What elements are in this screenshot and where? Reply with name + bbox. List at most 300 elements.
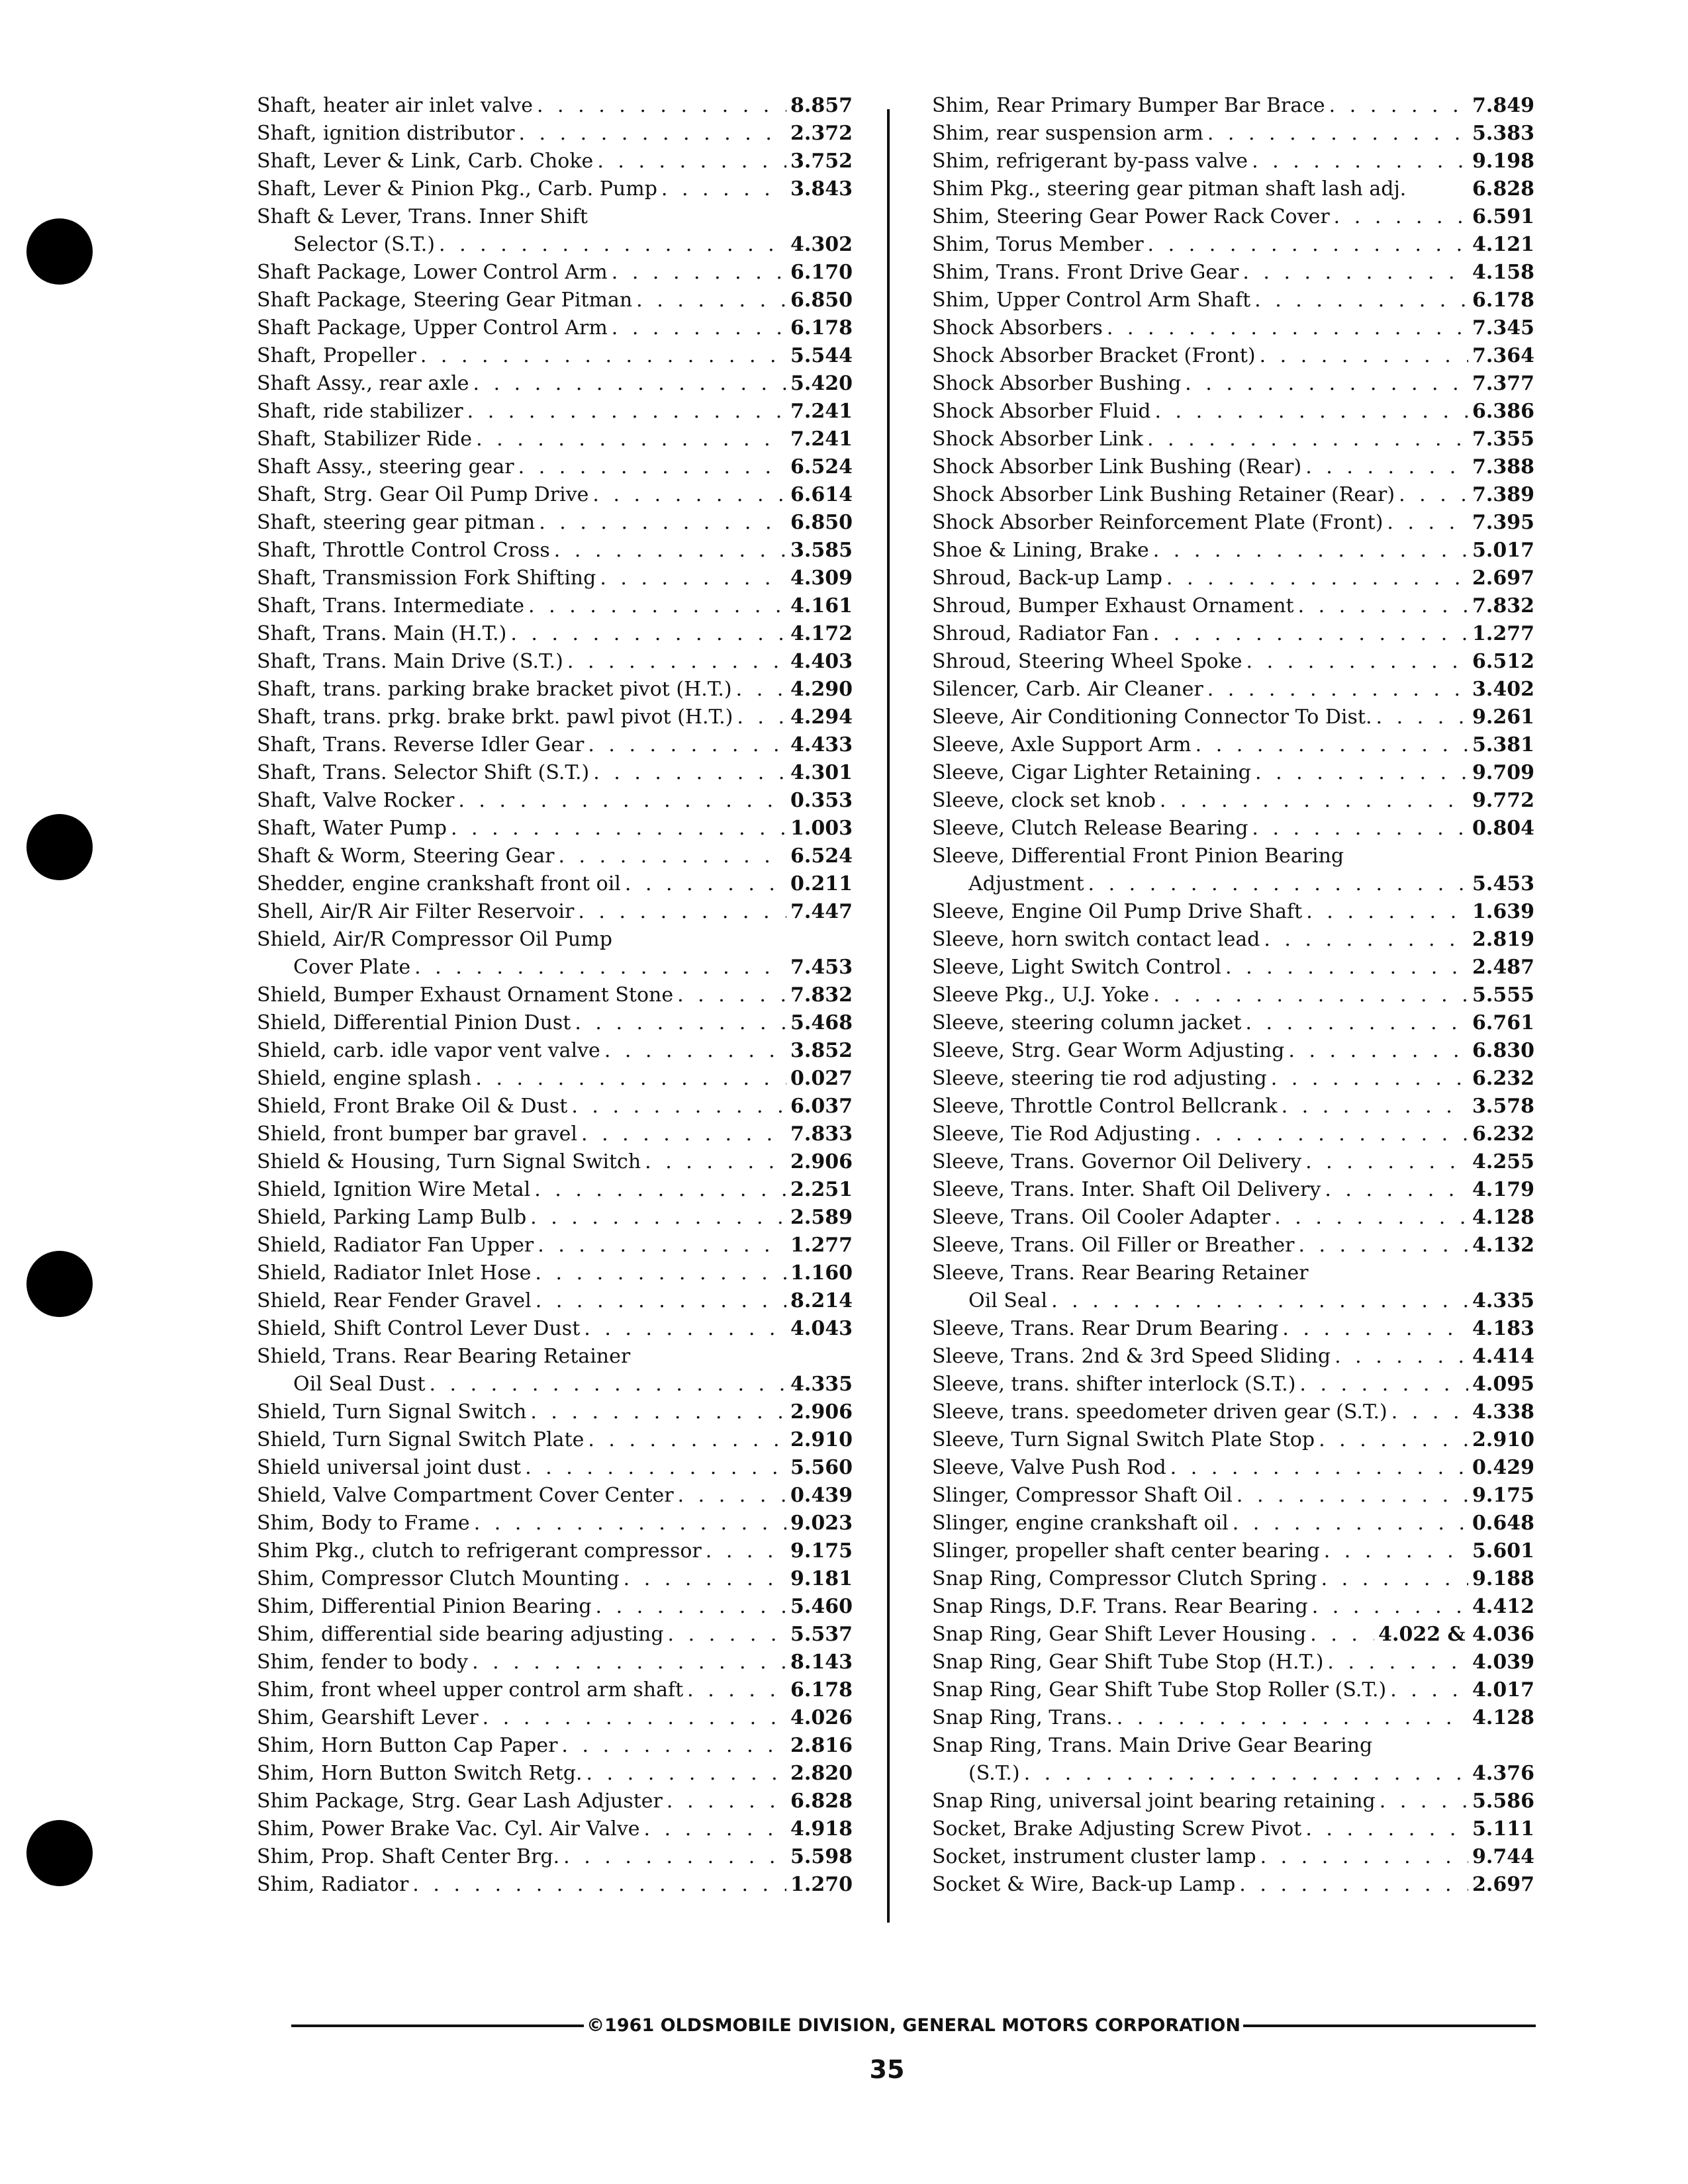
index-entry	[932, 482, 1534, 508]
entry-page-ref: 0.648	[1472, 1512, 1534, 1535]
entry-page-ref: 4.022 & 4.036	[1378, 1623, 1534, 1646]
dot-leader	[518, 454, 786, 480]
entry-label: Shaft, heater air inlet valve	[257, 94, 533, 117]
entry-label: Snap Ring, Compressor Clutch Spring	[932, 1567, 1317, 1590]
index-entry	[932, 788, 1534, 814]
index-entry	[257, 788, 853, 814]
entry-page-ref: 9.744	[1472, 1845, 1534, 1868]
entry-page-ref: 4.918	[790, 1817, 853, 1841]
entry-label: Shroud, Bumper Exhaust Ornament	[932, 594, 1294, 617]
dot-leader	[535, 1260, 786, 1287]
index-entry	[257, 1482, 853, 1509]
index-entry	[257, 954, 853, 981]
dot-leader	[1160, 788, 1468, 814]
entry-label: Shroud, Steering Wheel Spoke	[932, 650, 1243, 673]
index-entry	[257, 1844, 853, 1870]
entry-label: Shaft, Strg. Gear Oil Pump Drive	[257, 483, 589, 506]
entry-label: Shim, differential side bearing adjusting	[257, 1623, 664, 1646]
index-entry	[257, 982, 853, 1009]
index-entry	[932, 1149, 1534, 1175]
dot-leader	[667, 1788, 786, 1815]
dot-leader	[1319, 1427, 1468, 1453]
index-entry	[257, 1510, 853, 1537]
entry-label: Sleeve, Trans. Rear Drum Bearing	[932, 1317, 1279, 1340]
dot-leader	[596, 1594, 787, 1620]
dot-leader	[593, 760, 786, 786]
index-entry	[932, 1121, 1534, 1148]
index-entry	[257, 454, 853, 480]
dot-leader	[645, 1149, 786, 1175]
index-entry	[257, 732, 853, 758]
entry-label: Shock Absorber Bushing	[932, 372, 1182, 395]
dot-leader	[439, 232, 786, 258]
entry-label: Shaft, Valve Rocker	[257, 789, 455, 812]
dot-leader	[1237, 1482, 1468, 1509]
entry-page-ref: 5.460	[790, 1595, 853, 1618]
entry-page-ref: 2.372	[790, 122, 853, 145]
index-entry	[257, 1816, 853, 1843]
entry-page-ref: 9.188	[1472, 1567, 1534, 1590]
entry-page-ref: 9.709	[1472, 761, 1534, 784]
entry-label: Shield, Differential Pinion Dust	[257, 1011, 571, 1034]
entry-label: Sleeve, Throttle Control Bellcrank	[932, 1095, 1278, 1118]
index-entry	[932, 1594, 1534, 1620]
entry-page-ref: 6.037	[790, 1095, 853, 1118]
dot-leader	[678, 1482, 786, 1509]
index-entry	[932, 204, 1534, 230]
entry-label: Shim Package, Strg. Gear Lash Adjuster	[257, 1790, 663, 1813]
entry-page-ref: 6.850	[790, 289, 853, 312]
index-entry	[257, 148, 853, 175]
entry-page-ref: 4.335	[1472, 1289, 1534, 1312]
dot-leader	[612, 315, 786, 341]
index-entry	[257, 204, 853, 230]
index-entry	[932, 927, 1534, 953]
dot-leader	[1243, 259, 1468, 286]
dot-leader	[1324, 1538, 1468, 1565]
binder-hole	[26, 1251, 93, 1317]
dot-leader	[1325, 1177, 1468, 1203]
index-entry	[257, 1538, 853, 1565]
index-entry	[932, 704, 1534, 731]
dot-leader	[586, 1760, 786, 1787]
dot-leader	[575, 1010, 786, 1036]
entry-label: Shaft, Trans. Main Drive (S.T.)	[257, 650, 563, 673]
dot-leader	[677, 982, 786, 1009]
entry-label: Shim, Steering Gear Power Rack Cover	[932, 205, 1330, 228]
dot-leader	[1252, 148, 1468, 175]
entry-label: Shim, Power Brake Vac. Cyl. Air Valve	[257, 1817, 640, 1841]
dot-leader	[1088, 871, 1469, 897]
dot-leader	[476, 426, 786, 453]
entry-label: Slinger, engine crankshaft oil	[932, 1512, 1229, 1535]
dot-leader	[528, 593, 786, 619]
entry-label: Shaft, Water Pump	[257, 817, 447, 840]
entry-page-ref: 4.128	[1472, 1206, 1534, 1229]
entry-label: Sleeve, Trans. Oil Filler or Breather	[932, 1234, 1295, 1257]
index-entry	[257, 1010, 853, 1036]
dot-leader	[1299, 1371, 1468, 1398]
entry-label: Sleeve, clock set knob	[932, 789, 1156, 812]
dot-leader	[1327, 1649, 1468, 1676]
entry-label: Sleeve, Trans. Rear Bearing Retainer	[932, 1261, 1309, 1285]
entry-label: Shield, Valve Compartment Cover Center	[257, 1484, 674, 1507]
dot-leader	[420, 343, 786, 369]
entry-page-ref: 6.828	[1472, 177, 1534, 201]
dot-leader	[1288, 1038, 1468, 1064]
entry-label: Adjustment	[968, 872, 1084, 895]
entry-label: Sleeve, Turn Signal Switch Plate Stop	[932, 1428, 1315, 1451]
index-entry	[932, 371, 1534, 397]
dot-leader	[1252, 815, 1468, 842]
dot-leader	[538, 1232, 786, 1259]
dot-leader	[612, 259, 786, 286]
entry-page-ref: 4.414	[1472, 1345, 1534, 1368]
entry-label: Snap Ring, universal joint bearing retaining	[932, 1790, 1376, 1813]
dot-leader	[1239, 1872, 1468, 1898]
entry-page-ref: 6.232	[1472, 1122, 1534, 1146]
dot-leader	[473, 371, 787, 397]
dot-leader	[571, 1093, 786, 1120]
index-entry	[257, 1566, 853, 1592]
dot-leader	[536, 1288, 786, 1314]
entry-label: Silencer, Carb. Air Cleaner	[932, 678, 1203, 701]
dot-leader	[1154, 398, 1468, 425]
index-entry	[932, 343, 1534, 369]
entry-page-ref: 9.181	[790, 1567, 853, 1590]
entry-page-ref: 4.158	[1472, 261, 1534, 284]
entry-page-ref: 7.364	[1472, 344, 1534, 367]
index-entry	[257, 1788, 853, 1815]
dot-leader	[1153, 537, 1468, 564]
index-entry	[932, 1538, 1534, 1565]
entry-page-ref: 9.023	[790, 1512, 853, 1535]
entry-page-ref: 7.355	[1472, 428, 1534, 451]
binder-hole	[26, 814, 93, 880]
entry-label: Shroud, Radiator Fan	[932, 622, 1149, 645]
entry-label: Shaft, trans. parking brake bracket pivot (H.T.)	[257, 678, 732, 701]
dot-leader	[661, 176, 786, 203]
index-entry	[932, 510, 1534, 536]
entry-page-ref: 6.232	[1472, 1067, 1534, 1090]
index-entry	[932, 565, 1534, 592]
entry-page-ref: 2.906	[790, 1150, 853, 1173]
entry-label: Shaft Assy., rear axle	[257, 372, 469, 395]
entry-label: Shoe & Lining, Brake	[932, 539, 1149, 562]
entry-page-ref: 4.294	[790, 705, 853, 729]
index-entry	[257, 676, 853, 703]
index-entry	[257, 510, 853, 536]
entry-page-ref: 2.589	[790, 1206, 853, 1229]
index-entry	[932, 1482, 1534, 1509]
index-entry	[932, 426, 1534, 453]
dot-leader	[597, 148, 786, 175]
entry-page-ref: 6.386	[1472, 400, 1534, 423]
index-entry	[932, 899, 1534, 925]
index-entry	[932, 454, 1534, 480]
dot-leader	[467, 398, 786, 425]
index-entry	[932, 1872, 1534, 1898]
entry-label: Sleeve, Trans. 2nd & 3rd Speed Sliding	[932, 1345, 1331, 1368]
index-entry	[257, 426, 853, 453]
entry-page-ref: 5.383	[1472, 122, 1534, 145]
index-entry	[932, 1288, 1534, 1314]
entry-label: Shield, Bumper Exhaust Ornament Stone	[257, 983, 674, 1007]
entry-label: Socket & Wire, Back-up Lamp	[932, 1873, 1236, 1896]
index-entry	[257, 1177, 853, 1203]
dot-leader	[644, 1816, 787, 1843]
index-entry	[932, 1010, 1534, 1036]
index-column-left	[257, 93, 853, 1899]
dot-leader	[1312, 1594, 1468, 1620]
entry-page-ref: 3.585	[790, 539, 853, 562]
dot-leader	[530, 1399, 786, 1426]
entry-page-ref: 3.752	[790, 150, 853, 173]
entry-label: Shim, Differential Pinion Bearing	[257, 1595, 592, 1618]
index-entry	[932, 593, 1534, 619]
index-entry	[257, 176, 853, 203]
entry-page-ref: 0.804	[1472, 817, 1534, 840]
entry-page-ref: 4.376	[1472, 1762, 1534, 1785]
entry-page-ref: 4.335	[790, 1373, 853, 1396]
entry-label: Shaft Package, Upper Control Arm	[257, 316, 608, 340]
entry-label: Sleeve, Valve Push Rod	[932, 1456, 1166, 1479]
entry-page-ref: 2.819	[1472, 928, 1534, 951]
dot-leader	[1024, 1760, 1468, 1787]
dot-leader	[1153, 621, 1468, 647]
dot-leader	[1387, 510, 1468, 536]
entry-page-ref: 3.402	[1472, 678, 1534, 701]
entry-label: Shield, Rear Fender Gravel	[257, 1289, 532, 1312]
entry-label: Shield, carb. idle vapor vent valve	[257, 1039, 600, 1062]
index-entry	[932, 1510, 1534, 1537]
entry-page-ref: 5.017	[1472, 539, 1534, 562]
entry-label: Shaft, Trans. Reverse Idler Gear	[257, 733, 585, 756]
dot-leader	[625, 871, 786, 897]
index-entry	[932, 1427, 1534, 1453]
entry-label: Shaft, trans. prkg. brake brkt. pawl pivot (H.T.)	[257, 705, 733, 729]
entry-label: Shim, fender to body	[257, 1651, 469, 1674]
dot-leader	[1225, 954, 1468, 981]
dot-leader	[1298, 1232, 1468, 1259]
dot-leader	[1329, 93, 1468, 119]
dot-leader	[1260, 1844, 1468, 1870]
entry-page-ref: 2.487	[1472, 956, 1534, 979]
entry-page-ref: 9.198	[1472, 150, 1534, 173]
entry-label: Shock Absorber Fluid	[932, 400, 1151, 423]
footer-rule-left	[291, 2025, 584, 2027]
index-entry	[257, 1733, 853, 1759]
entry-page-ref: 6.178	[790, 1678, 853, 1702]
entry-label: Shaft, Lever & Pinion Pkg., Carb. Pump	[257, 177, 657, 201]
index-entry	[257, 537, 853, 564]
index-entry	[257, 1677, 853, 1704]
entry-label: Shim, front wheel upper control arm shaft	[257, 1678, 684, 1702]
index-entry	[257, 1121, 853, 1148]
entry-page-ref: 6.524	[790, 844, 853, 868]
index-entry	[932, 1066, 1534, 1092]
index-entry	[932, 232, 1534, 258]
index-entry	[932, 1816, 1534, 1843]
entry-page-ref: 6.761	[1472, 1011, 1534, 1034]
index-entry	[257, 120, 853, 147]
entry-label: Shock Absorber Bracket (Front)	[932, 344, 1256, 367]
entry-page-ref: 4.301	[790, 761, 853, 784]
dot-leader	[451, 815, 786, 842]
dot-leader	[604, 1038, 786, 1064]
index-entry	[257, 760, 853, 786]
dot-leader	[1274, 1205, 1468, 1231]
index-entry	[257, 1705, 853, 1731]
entry-page-ref: 2.910	[790, 1428, 853, 1451]
binder-hole	[26, 1820, 93, 1886]
entry-page-ref: 7.388	[1472, 455, 1534, 478]
index-entry	[932, 1677, 1534, 1704]
index-entry	[932, 1566, 1534, 1592]
entry-label: Shaft Assy., steering gear	[257, 455, 514, 478]
index-entry	[257, 1066, 853, 1092]
entry-label: Sleeve, Engine Oil Pump Drive Shaft	[932, 900, 1303, 923]
entry-page-ref: 6.850	[790, 511, 853, 534]
dot-leader	[1207, 676, 1468, 703]
entry-label: Shield, Radiator Fan Upper	[257, 1234, 534, 1257]
index-entry	[932, 954, 1534, 981]
dot-leader	[1148, 232, 1469, 258]
binder-hole	[26, 218, 93, 285]
index-entry	[257, 1260, 853, 1287]
dot-leader	[1170, 1455, 1468, 1481]
entry-page-ref: 2.820	[790, 1762, 853, 1785]
entry-label: Shell, Air/R Air Filter Reservoir	[257, 900, 575, 923]
dot-leader	[636, 287, 786, 314]
entry-label: Shim, Upper Control Arm Shaft	[932, 289, 1251, 312]
entry-label: Shield, Turn Signal Switch	[257, 1400, 527, 1424]
entry-label: Slinger, propeller shaft center bearing	[932, 1539, 1320, 1563]
entry-page-ref: 1.270	[790, 1873, 853, 1896]
entry-page-ref: 7.833	[790, 1122, 853, 1146]
entry-label: Shaft, Stabilizer Ride	[257, 428, 473, 451]
dot-leader	[1264, 927, 1468, 953]
entry-page-ref: 8.857	[790, 94, 853, 117]
entry-label: (S.T.)	[968, 1762, 1020, 1785]
entry-label: Shield, Radiator Inlet Hose	[257, 1261, 532, 1285]
entry-label: Sleeve, steering tie rod adjusting	[932, 1067, 1267, 1090]
index-entry	[932, 1733, 1534, 1759]
dot-leader	[1153, 982, 1468, 1009]
index-entry	[932, 815, 1534, 842]
entry-page-ref: 4.412	[1472, 1595, 1534, 1618]
entry-label: Shim, Body to Frame	[257, 1512, 470, 1535]
index-entry	[932, 1316, 1534, 1342]
entry-page-ref: 5.601	[1472, 1539, 1534, 1563]
dot-leader	[1390, 1677, 1468, 1704]
dot-leader	[510, 621, 786, 647]
index-entry	[257, 1205, 853, 1231]
entry-label: Oil Seal Dust	[293, 1373, 426, 1396]
dot-leader	[737, 704, 786, 731]
dot-leader	[1166, 565, 1468, 592]
dot-leader	[1321, 1566, 1468, 1592]
entry-label: Oil Seal	[968, 1289, 1048, 1312]
dot-leader	[525, 1455, 786, 1481]
dot-leader	[706, 1538, 786, 1565]
index-entry	[932, 315, 1534, 341]
dot-leader	[1271, 1066, 1468, 1092]
entry-page-ref: 0.429	[1472, 1456, 1534, 1479]
entry-label: Sleeve, trans. speedometer driven gear (S.T.)	[932, 1400, 1387, 1424]
entry-page-ref: 8.214	[790, 1289, 853, 1312]
column-divider	[887, 109, 890, 1923]
index-entry	[257, 1232, 853, 1259]
index-entry	[257, 621, 853, 647]
index-entry	[257, 815, 853, 842]
entry-page-ref: 7.395	[1472, 511, 1534, 534]
entry-label: Snap Ring, Gear Shift Lever Housing	[932, 1623, 1307, 1646]
entry-label: Shroud, Back-up Lamp	[932, 567, 1162, 590]
entry-page-ref: 4.026	[790, 1706, 853, 1729]
entry-label: Shield, engine splash	[257, 1067, 472, 1090]
entry-page-ref: 6.170	[790, 261, 853, 284]
entry-page-ref: 4.039	[1472, 1651, 1534, 1674]
entry-label: Shock Absorber Link Bushing Retainer (Rear)	[932, 483, 1395, 506]
entry-label: Shock Absorbers	[932, 316, 1103, 340]
index-entry	[932, 871, 1534, 897]
entry-label: Shim, Radiator	[257, 1873, 409, 1896]
entry-label: Sleeve, Trans. Inter. Shaft Oil Delivery	[932, 1178, 1321, 1201]
index-entry	[257, 232, 853, 258]
entry-label: Sleeve, trans. shifter interlock (S.T.)	[932, 1373, 1296, 1396]
entry-page-ref: 3.843	[790, 177, 853, 201]
entry-page-ref: 6.614	[790, 483, 853, 506]
entry-page-ref: 4.183	[1472, 1317, 1534, 1340]
entry-label: Socket, Brake Adjusting Screw Pivot	[932, 1817, 1302, 1841]
index-entry	[257, 649, 853, 675]
entry-label: Shield, Ignition Wire Metal	[257, 1178, 531, 1201]
index-entry	[932, 1399, 1534, 1426]
entry-page-ref: 5.420	[790, 372, 853, 395]
dot-leader	[1399, 482, 1468, 508]
index-entry	[932, 676, 1534, 703]
entry-label: Shim, Rear Primary Bumper Bar Brace	[932, 94, 1325, 117]
index-entry	[932, 287, 1534, 314]
dot-leader	[539, 510, 786, 536]
index-entry	[257, 259, 853, 286]
entry-page-ref: 1.003	[790, 817, 853, 840]
index-entry	[257, 398, 853, 425]
entry-label: Shaft, Throttle Control Cross	[257, 539, 550, 562]
entry-label: Shaft, Propeller	[257, 344, 416, 367]
index-entry	[932, 1038, 1534, 1064]
entry-label: Sleeve, Trans. Oil Cooler Adapter	[932, 1206, 1271, 1229]
entry-label: Snap Ring, Gear Shift Tube Stop (H.T.)	[932, 1651, 1324, 1674]
entry-page-ref: 0.353	[790, 789, 853, 812]
dot-leader	[578, 899, 786, 925]
dot-leader	[668, 1621, 787, 1648]
entry-label: Sleeve, Cigar Lighter Retaining	[932, 761, 1251, 784]
dot-leader	[581, 1121, 786, 1148]
entry-label: Sleeve, horn switch contact lead	[932, 928, 1260, 951]
entry-page-ref: 5.598	[790, 1845, 853, 1868]
index-entry	[932, 760, 1534, 786]
index-entry	[257, 704, 853, 731]
dot-leader	[1391, 1399, 1468, 1426]
entry-page-ref: 7.345	[1472, 316, 1534, 340]
entry-label: Shaft, Trans. Main (H.T.)	[257, 622, 507, 645]
entry-label: Shim, refrigerant by-pass valve	[932, 150, 1248, 173]
entry-page-ref: 2.906	[790, 1400, 853, 1424]
dot-leader	[1051, 1288, 1468, 1314]
dot-leader	[624, 1566, 786, 1592]
